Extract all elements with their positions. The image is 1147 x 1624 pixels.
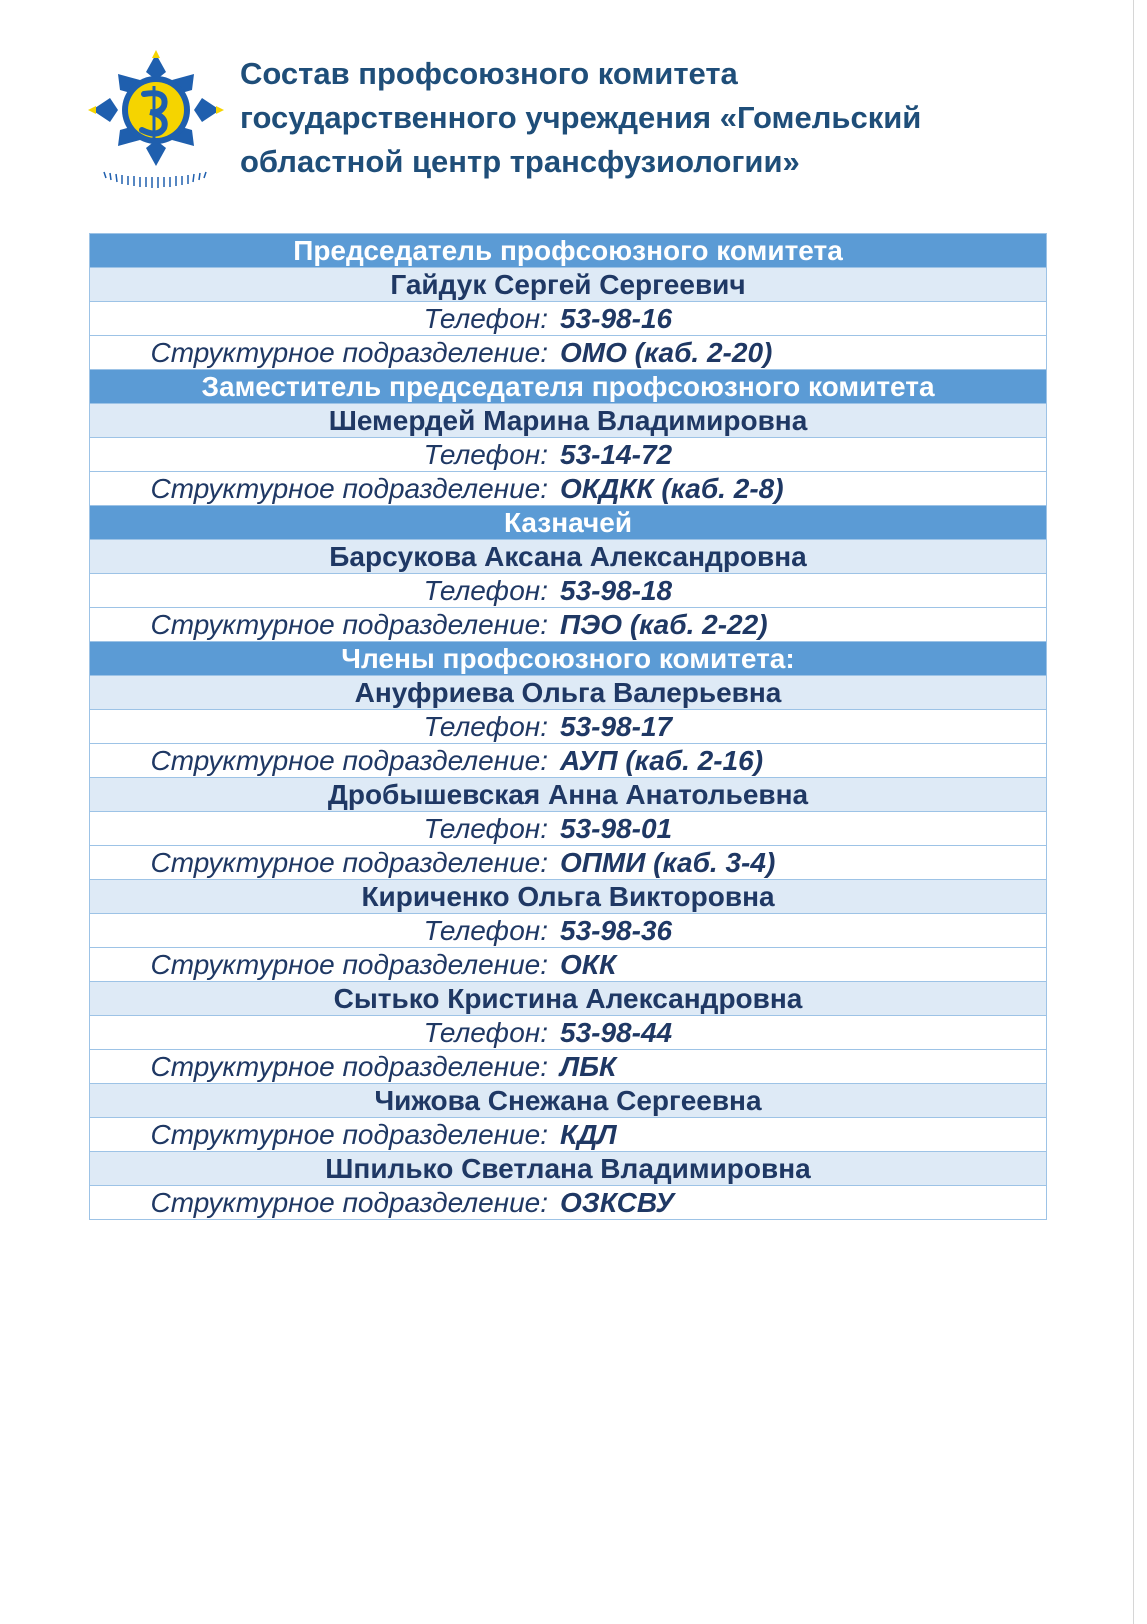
department-label: Структурное подразделение: bbox=[150, 608, 548, 640]
member-name: Гайдук Сергей Сергеевич bbox=[90, 268, 1047, 302]
department-value: АУП (каб. 2-16) bbox=[560, 744, 764, 776]
department-row bbox=[90, 1186, 1047, 1220]
department-row bbox=[90, 1050, 1047, 1084]
member-name-row bbox=[90, 540, 1047, 574]
department-value: ОМО (каб. 2-20) bbox=[560, 336, 773, 368]
department-row bbox=[90, 948, 1047, 982]
phone-value: 53-14-72 bbox=[560, 438, 673, 470]
department-label: Структурное подразделение: bbox=[150, 1118, 548, 1150]
phone-label: Телефон: bbox=[423, 812, 548, 844]
member-name: Ануфриева Ольга Валерьевна bbox=[90, 676, 1047, 710]
department-label: Структурное подразделение: bbox=[150, 846, 548, 878]
department-label: Структурное подразделение: bbox=[150, 472, 548, 504]
phone-value: 53-98-16 bbox=[560, 302, 673, 334]
member-name: Шпилько Светлана Владимировна bbox=[90, 1152, 1047, 1186]
member-name: Дробышевская Анна Анатольевна bbox=[90, 778, 1047, 812]
phone-row bbox=[90, 812, 1047, 846]
department-label: Структурное подразделение: bbox=[150, 948, 548, 980]
department-value: ПЭО (каб. 2-22) bbox=[560, 608, 768, 640]
member-name-row bbox=[90, 1152, 1047, 1186]
phone-label: Телефон: bbox=[423, 438, 548, 470]
member-name: Кириченко Ольга Викторовна bbox=[90, 880, 1047, 914]
department-value: ОЗКСВУ bbox=[560, 1186, 675, 1218]
phone-label: Телефон: bbox=[423, 574, 548, 606]
department-label: Структурное подразделение: bbox=[150, 336, 548, 368]
section-header-row bbox=[90, 370, 1047, 404]
member-name-row bbox=[90, 982, 1047, 1016]
phone-row bbox=[90, 574, 1047, 608]
phone-value: 53-98-18 bbox=[560, 574, 673, 606]
member-name: Чижова Снежана Сергеевна bbox=[90, 1084, 1047, 1118]
section-header-row bbox=[90, 506, 1047, 540]
title-line-3: областной центр трансфузиологии» bbox=[240, 144, 800, 179]
department-value: ОПМИ (каб. 3-4) bbox=[560, 846, 776, 878]
committee-table bbox=[89, 233, 1047, 1220]
department-row bbox=[90, 472, 1047, 506]
phone-value: 53-98-44 bbox=[560, 1016, 673, 1048]
department-label: Структурное подразделение: bbox=[150, 744, 548, 776]
member-name: Сытько Кристина Александровна bbox=[90, 982, 1047, 1016]
phone-label: Телефон: bbox=[423, 710, 548, 742]
medical-emblem-icon bbox=[88, 50, 224, 192]
department-value: ЛБК bbox=[560, 1050, 617, 1082]
department-row bbox=[90, 608, 1047, 642]
member-name-row bbox=[90, 1084, 1047, 1118]
member-name-row bbox=[90, 268, 1047, 302]
title-line-2: государственного учреждения «Гомельский bbox=[240, 100, 922, 135]
section-header: Казначей bbox=[90, 506, 1047, 540]
department-value: ОКДКК (каб. 2-8) bbox=[560, 472, 784, 504]
phone-value: 53-98-36 bbox=[560, 914, 673, 946]
section-header: Председатель профсоюзного комитета bbox=[90, 234, 1047, 268]
phone-label: Телефон: bbox=[423, 302, 548, 334]
section-header-row bbox=[90, 234, 1047, 268]
phone-row bbox=[90, 710, 1047, 744]
member-name: Барсукова Аксана Александровна bbox=[90, 540, 1047, 574]
section-header: Члены профсоюзного комитета: bbox=[90, 642, 1047, 676]
department-row bbox=[90, 846, 1047, 880]
phone-row bbox=[90, 438, 1047, 472]
department-row bbox=[90, 744, 1047, 778]
phone-label: Телефон: bbox=[423, 914, 548, 946]
department-label: Структурное подразделение: bbox=[150, 1186, 548, 1218]
phone-label: Телефон: bbox=[423, 1016, 548, 1048]
member-name-row bbox=[90, 676, 1047, 710]
member-name: Шемердей Марина Владимировна bbox=[90, 404, 1047, 438]
department-value: КДЛ bbox=[560, 1118, 617, 1150]
department-label: Структурное подразделение: bbox=[150, 1050, 548, 1082]
title-line-1: Состав профсоюзного комитета bbox=[240, 56, 738, 91]
department-value: ОКК bbox=[560, 948, 617, 980]
section-header-row bbox=[90, 642, 1047, 676]
phone-row bbox=[90, 1016, 1047, 1050]
member-name-row bbox=[90, 880, 1047, 914]
phone-row bbox=[90, 302, 1047, 336]
phone-value: 53-98-17 bbox=[560, 710, 673, 742]
member-name-row bbox=[90, 404, 1047, 438]
document-title bbox=[240, 52, 1100, 184]
department-row bbox=[90, 336, 1047, 370]
phone-value: 53-98-01 bbox=[560, 812, 673, 844]
page-scrollbar[interactable] bbox=[1133, 0, 1147, 1624]
phone-row bbox=[90, 914, 1047, 948]
department-row bbox=[90, 1118, 1047, 1152]
section-header: Заместитель председателя профсоюзного комитета bbox=[90, 370, 1047, 404]
member-name-row bbox=[90, 778, 1047, 812]
